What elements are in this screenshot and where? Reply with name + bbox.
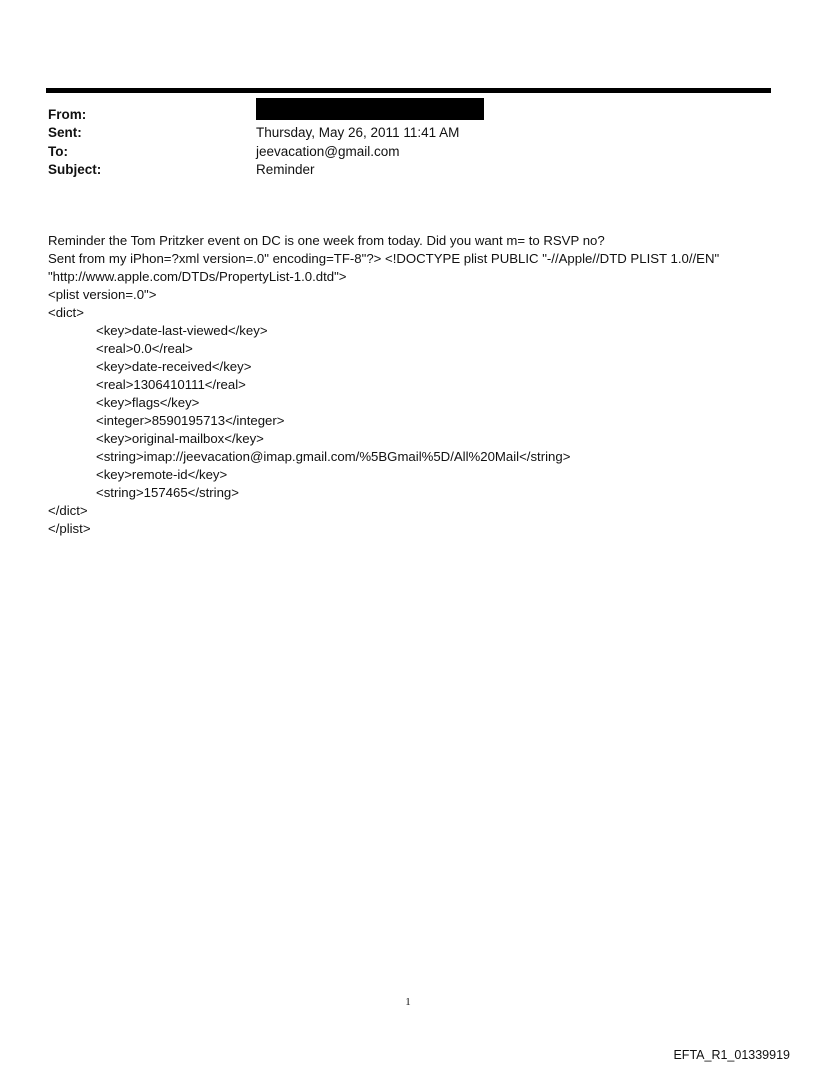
body-line: <plist version=.0"> [48,287,157,302]
header-rule [46,88,771,93]
body-line: Sent from my iPhon=?xml version=.0" encoding=TF-8"?> <!DOCTYPE plist PUBLIC "-//Apple//DTD PLIST 1.0//EN" [48,251,720,266]
sent-value: Thursday, May 26, 2011 11:41 AM [256,125,460,140]
body-line: <integer>8590195713</integer> [96,413,285,428]
email-body [48,232,768,538]
body-line: </dict> [48,503,88,518]
body-line: Reminder the Tom Pritzker event on DC is one week from today. Did you want m= to RSVP no? [48,233,605,248]
body-line: <real>0.0</real> [96,341,193,356]
body-line: </plist> [48,521,91,536]
body-line: "http://www.apple.com/DTDs/PropertyList-1.0.dtd"> [48,269,347,284]
subject-value: Reminder [256,162,315,177]
body-line: <dict> [48,305,84,320]
body-line: <key>date-last-viewed</key> [96,323,268,338]
body-line: <key>flags</key> [96,395,200,410]
body-line: <string>157465</string> [96,485,239,500]
body-line: <key>remote-id</key> [96,467,228,482]
page-number: 1 [405,996,411,1008]
to-value: jeevacation@gmail.com [256,144,400,159]
document-id: EFTA_R1_01339919 [673,1048,790,1062]
body-line: <string>imap://jeevacation@imap.gmail.com/%5BGmail%5D/All%20Mail</string> [96,449,571,464]
redaction-block [256,98,484,120]
body-line: <key>original-mailbox</key> [96,431,264,446]
to-label: To: [48,144,68,159]
body-line: <key>date-received</key> [96,359,252,374]
body-line: <real>1306410111</real> [96,377,246,392]
sent-label: Sent: [48,125,82,140]
subject-label: Subject: [48,162,102,177]
from-label: From: [48,107,87,122]
